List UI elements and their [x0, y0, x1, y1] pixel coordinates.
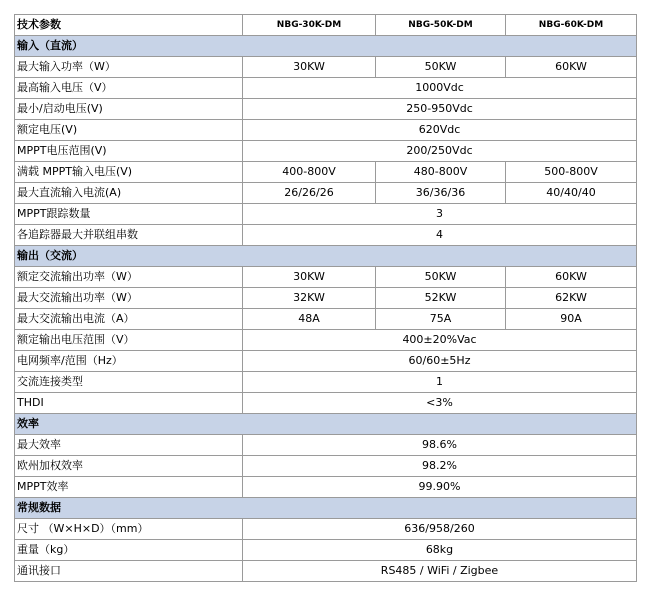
section-title: 输出（交流）: [15, 246, 637, 267]
spec-value: 68kg: [243, 540, 637, 561]
spec-label: 重量（kg）: [15, 540, 243, 561]
spec-value: 40/40/40: [506, 183, 637, 204]
spec-label: 电网频率/范围（Hz）: [15, 351, 243, 372]
spec-row: [15, 540, 637, 561]
spec-value: 400±20%Vac: [243, 330, 637, 351]
spec-value: 52KW: [376, 288, 506, 309]
spec-value: 36/36/36: [376, 183, 506, 204]
spec-value: 4: [243, 225, 637, 246]
spec-label: 最大交流输出功率（W）: [15, 288, 243, 309]
spec-row: [15, 99, 637, 120]
spec-value: 90A: [506, 309, 637, 330]
spec-value: 60/60±5Hz: [243, 351, 637, 372]
spec-label: 满载 MPPT输入电压(V): [15, 162, 243, 183]
spec-label: 最小/启动电压(V): [15, 99, 243, 120]
spec-value: 250-950Vdc: [243, 99, 637, 120]
spec-value: 98.6%: [243, 435, 637, 456]
spec-value: 400-800V: [243, 162, 376, 183]
spec-value: 62KW: [506, 288, 637, 309]
spec-row: [15, 456, 637, 477]
section-row: [15, 36, 637, 57]
spec-row: [15, 204, 637, 225]
spec-row: [15, 225, 637, 246]
spec-value: 26/26/26: [243, 183, 376, 204]
spec-value: 98.2%: [243, 456, 637, 477]
spec-value: 620Vdc: [243, 120, 637, 141]
spec-value: 500-800V: [506, 162, 637, 183]
spec-label: 通讯接口: [15, 561, 243, 582]
spec-row: [15, 162, 637, 183]
spec-value: 48A: [243, 309, 376, 330]
spec-value: 99.90%: [243, 477, 637, 498]
spec-value: 30KW: [243, 267, 376, 288]
spec-row: [15, 57, 637, 78]
spec-row: [15, 477, 637, 498]
model-name: NBG-60K-DM: [506, 15, 637, 36]
spec-label: 额定输出电压范围（V）: [15, 330, 243, 351]
spec-value: RS485 / WiFi / Zigbee: [243, 561, 637, 582]
spec-label: 欧州加权效率: [15, 456, 243, 477]
spec-label: 尺寸 （W×H×D）（mm）: [15, 519, 243, 540]
spec-row: [15, 435, 637, 456]
spec-label: MPPT效率: [15, 477, 243, 498]
spec-table-body: [15, 15, 637, 582]
section-title: 常规数据: [15, 498, 637, 519]
header-row: [15, 15, 637, 36]
spec-row: [15, 351, 637, 372]
spec-row: [15, 78, 637, 99]
model-name: NBG-30K-DM: [243, 15, 376, 36]
section-row: [15, 498, 637, 519]
model-name: NBG-50K-DM: [376, 15, 506, 36]
spec-value: 32KW: [243, 288, 376, 309]
spec-label: THDI: [15, 393, 243, 414]
spec-value: 1: [243, 372, 637, 393]
spec-label: 交流连接类型: [15, 372, 243, 393]
header-label: 技术参数: [15, 15, 243, 36]
spec-value: 50KW: [376, 267, 506, 288]
spec-row: [15, 561, 637, 582]
spec-value: 480-800V: [376, 162, 506, 183]
spec-value: 60KW: [506, 267, 637, 288]
spec-label: MPPT跟踪数量: [15, 204, 243, 225]
spec-value: 50KW: [376, 57, 506, 78]
spec-label: 最大交流输出电流（A）: [15, 309, 243, 330]
section-row: [15, 414, 637, 435]
spec-value: 200/250Vdc: [243, 141, 637, 162]
spec-value: 3: [243, 204, 637, 225]
spec-label: 额定交流输出功率（W）: [15, 267, 243, 288]
spec-label: 最大输入功率（W）: [15, 57, 243, 78]
spec-row: [15, 267, 637, 288]
spec-label: 额定电压(V): [15, 120, 243, 141]
spec-table: [14, 14, 637, 582]
spec-row: [15, 372, 637, 393]
spec-row: [15, 288, 637, 309]
spec-value: 1000Vdc: [243, 78, 637, 99]
spec-label: MPPT电压范围(V): [15, 141, 243, 162]
section-title: 输入（直流）: [15, 36, 637, 57]
spec-row: [15, 330, 637, 351]
spec-row: [15, 393, 637, 414]
spec-row: [15, 309, 637, 330]
spec-value: <3%: [243, 393, 637, 414]
spec-row: [15, 120, 637, 141]
spec-row: [15, 141, 637, 162]
section-title: 效率: [15, 414, 637, 435]
spec-row: [15, 183, 637, 204]
spec-value: 636/958/260: [243, 519, 637, 540]
section-row: [15, 246, 637, 267]
spec-value: 75A: [376, 309, 506, 330]
spec-label: 最大直流输入电流(A): [15, 183, 243, 204]
spec-value: 30KW: [243, 57, 376, 78]
spec-value: 60KW: [506, 57, 637, 78]
spec-label: 最大效率: [15, 435, 243, 456]
spec-row: [15, 519, 637, 540]
spec-label: 各追踪器最大并联组串数: [15, 225, 243, 246]
spec-label: 最高输入电压（V）: [15, 78, 243, 99]
